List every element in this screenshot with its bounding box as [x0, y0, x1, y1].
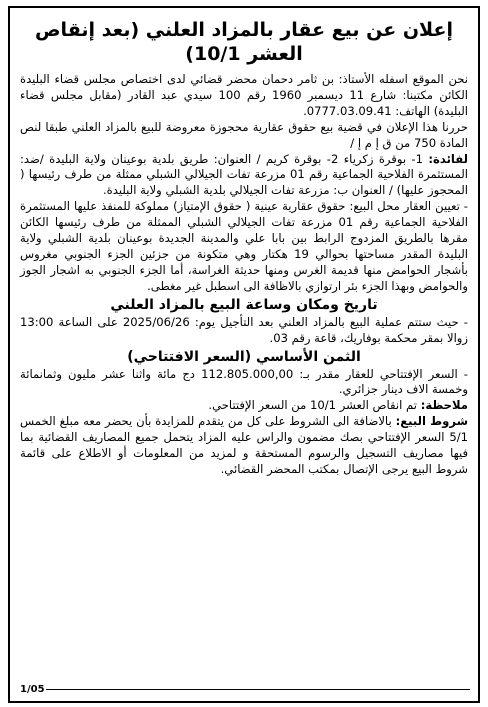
terms-label: شروط البيع: — [395, 414, 469, 429]
footer-rule — [46, 689, 470, 690]
terms-text: بالاضافة الى الشروط على كل من يتقدم للمزايدة بأن يحضر معه مبلغ الخمس 5/1 السعر الإفتتاحي بصك مضمون والراس عليه المزاد يتحمل جميع المصاريف القضائية بما فيها مصاريف التسجيل والرسوم المستحقة و لمزيد من المعلومات أو الاطلاع على قائمة شروط البيع يرجى الإتصال بمكتب المحضر القضائي. — [20, 414, 468, 476]
date-paragraph: - حيث ستتم عملية البيع بالمزاد العلني بعد التأجيل يوم: 2025/06/26 على الساعة 13:00 زوالا بمقر محكمة بوفاريك، قاعة رقم 03. — [20, 314, 468, 345]
beneficiary-paragraph — [20, 152, 468, 200]
section-price-heading: الثمن الأساسي (السعر الافتتاحي) — [127, 348, 361, 365]
terms-paragraph — [20, 414, 468, 478]
statement-paragraph: حررنا هذا الإعلان في قضية بيع حقوق عقارية محجوزة معروضة للبيع بالمزاد العلني طبقا لنص المادة 750 من ق إ م إ / — [20, 119, 468, 150]
note-text: تم انقاص العشر 10/1 من السعر الإفتتاحي. — [208, 398, 417, 413]
note-label: ملاحظة: — [420, 398, 468, 413]
intro-paragraph: نحن الموقع اسفله الأستاذ: بن ثامر دحمان محضر قضائي لدى اختصاص مجلس قضاء البليدة الكائن مكتبنا: شارع 11 ديسمبر 1960 رقم 100 سيدي عبد القادر (مقابل مجلس قضاء البليدة) الهاتف: 0777.03.09.41. — [20, 72, 468, 118]
note-paragraph — [20, 398, 468, 414]
footer-number: 1/05 — [20, 684, 45, 695]
announcement-frame — [8, 6, 480, 703]
beneficiary-text: 1- بوقرة زكرياء 2- بوقرة كريم / العنوان: طريق بلدية بوعينان ولاية البليدة /ضد: المستثمرة الفلاحية الجماعية رقم 01 مزرعة تفات الجيلالي الشبلي ممثلة من طرف رئيسها ( المحجوز عليها) / العنوان ب: مزرعة تفات الجيلالي بلدية الشبلي ولاية البليدة. — [20, 151, 469, 198]
announcement-title: إعلان عن بيع عقار بالمزاد العلني (بعد إنقاص العشر 10/1) — [35, 19, 453, 65]
price-paragraph: - السعر الإفتتاحي للعقار مقدر بـ: 112.805.000,00 دج مائة واثنا عشر مليون وثمانمائة وخمسة الاف دينار جزائري. — [20, 366, 468, 397]
section-date-heading: تاريخ ومكان وساعة البيع بالمزاد العلني — [110, 296, 378, 313]
property-paragraph: - تعيين العقار محل البيع: حقوق عقارية عينية ( حقوق الإمتياز) مملوكة للمنفذ عليها المستثمرة الفلاحية الجماعية رقم 01 مزرعة تفات الجيلالي الشبلي الممثلة من طرف رئيسها الكائن مقرها بالطريق المزدوج الرابط بين بابا علي والمدينة الجديدة بوعينان بلدية الشبلي ولاية البليدة المقدر مساحتها بحوالي 19 هكتار وهي متكونة من جزئين الجزء الجنوبي مغروس بأشجار الحوامض منها قديمة الغرس ومنها حديثة الغراسة، أما الجزء الجنوبي به اشجار الجوز والحوامض وبهذا الجزء بئر ارتوازي بالاظافة الى اسطبل غير مغطى. — [20, 199, 468, 293]
announcement-body — [20, 72, 468, 478]
beneficiary-label: لفائدة: — [428, 151, 468, 166]
